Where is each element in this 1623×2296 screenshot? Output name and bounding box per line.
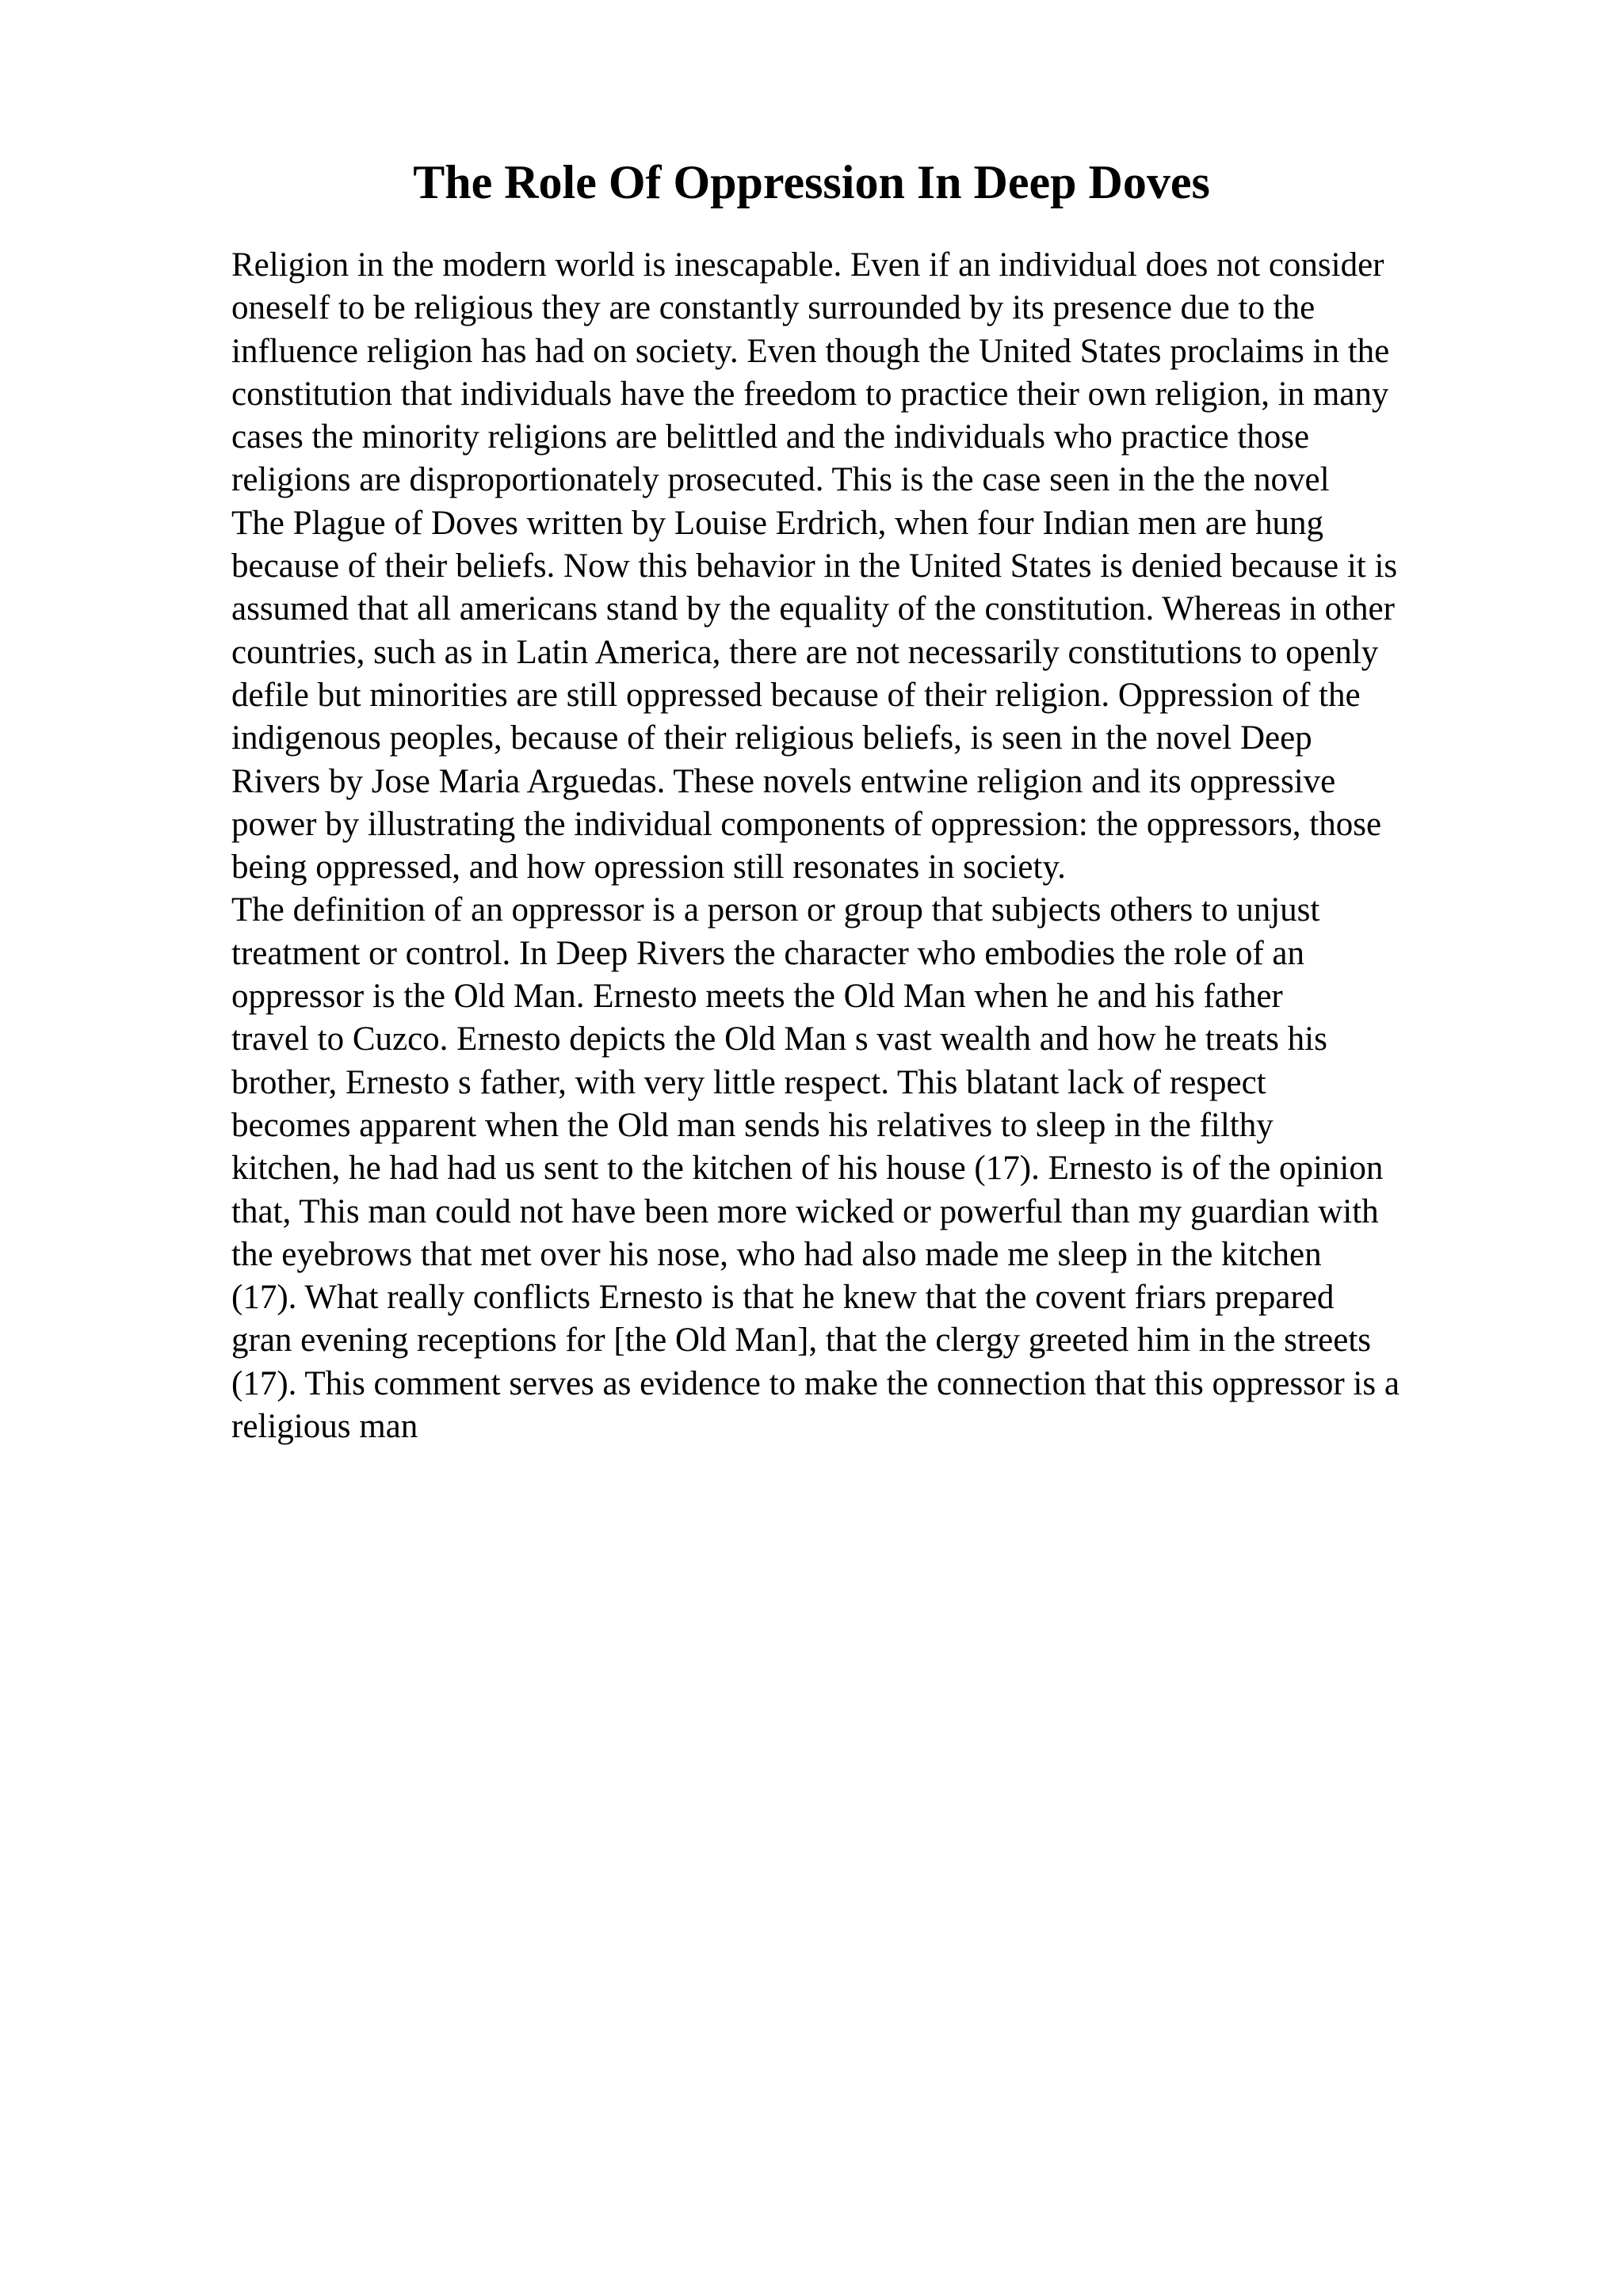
document-title: The Role Of Oppression In Deep Doves xyxy=(413,156,1210,208)
text-line: the eyebrows that met over his nose, who had also made me sleep in the kitchen xyxy=(231,1235,1322,1273)
text-line: oneself to be religious they are constantly surrounded by its presence due to the xyxy=(231,289,1316,327)
text-line: becomes apparent when the Old man sends his relatives to sleep in the filthy xyxy=(231,1106,1274,1144)
text-line: being oppressed, and how opression still resonates in society. xyxy=(231,849,1066,887)
text-line: cases the minority religions are belittled and the individuals who practice those xyxy=(231,418,1310,456)
text-line: Religion in the modern world is inescapable. Even if an individual does not consider xyxy=(231,246,1384,284)
text-line: Rivers by Jose Maria Arguedas. These novels entwine religion and its oppressive xyxy=(231,762,1336,800)
text-line: travel to Cuzco. Ernesto depicts the Old Man s vast wealth and how he treats his xyxy=(231,1020,1327,1058)
text-line: kitchen, he had had us sent to the kitchen of his house (17). Ernesto is of the opinion xyxy=(231,1150,1384,1188)
text-line: The definition of an oppressor is a person or group that subjects others to unjust xyxy=(231,891,1320,929)
text-line: power by illustrating the individual components of oppression: the oppressors, those xyxy=(231,805,1382,843)
text-line: treatment or control. In Deep Rivers the character who embodies the role of an xyxy=(231,934,1304,972)
text-line: (17). What really conflicts Ernesto is that he knew that the covent friars prepared xyxy=(231,1279,1335,1317)
text-line: constitution that individuals have the freedom to practice their own religion, in many xyxy=(231,375,1389,413)
text-line: The Plague of Doves written by Louise Erdrich, when four Indian men are hung xyxy=(231,504,1323,542)
text-line: influence religion has had on society. Even though the United States proclaims in the xyxy=(231,332,1390,370)
text-line: assumed that all americans stand by the equality of the constitution. Whereas in other xyxy=(231,590,1395,628)
text-line: countries, such as in Latin America, there are not necessarily constitutions to openly xyxy=(231,633,1379,671)
text-line: religions are disproportionately prosecuted. This is the case seen in the the novel xyxy=(231,461,1330,499)
text-line: (17). This comment serves as evidence to make the connection that this oppressor is a xyxy=(231,1364,1400,1402)
text-line: because of their beliefs. Now this behavior in the United States is denied because it is xyxy=(231,547,1398,585)
text-line: indigenous peoples, because of their religious beliefs, is seen in the novel Deep xyxy=(231,719,1312,757)
document-body xyxy=(231,244,1515,1448)
text-line: that, This man could not have been more wicked or powerful than my guardian with xyxy=(231,1192,1379,1230)
text-line: religious man xyxy=(231,1408,418,1446)
text-line: oppressor is the Old Man. Ernesto meets the Old Man when he and his father xyxy=(231,978,1283,1016)
text-line: brother, Ernesto s father, with very little respect. This blatant lack of respect xyxy=(231,1063,1266,1101)
text-line: defile but minorities are still oppressed because of their religion. Oppression of the xyxy=(231,676,1361,714)
text-line: gran evening receptions for [the Old Man], that the clergy greeted him in the streets xyxy=(231,1322,1372,1360)
